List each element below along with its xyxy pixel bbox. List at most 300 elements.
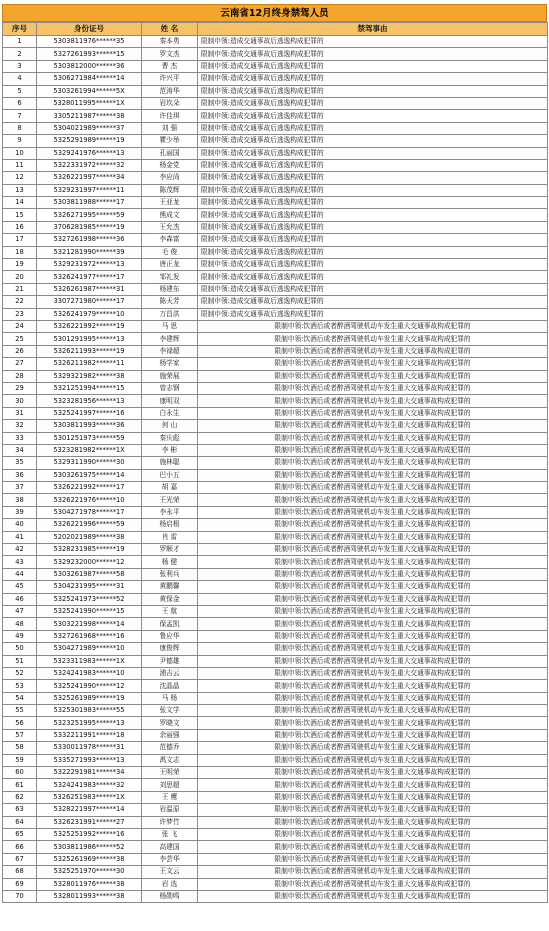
row-reason: 限制申领:饮酒后或者醉酒驾驶机动车发生重大交通事故构成犯罪的 <box>198 370 548 382</box>
row-id-number: 5325251970******30 <box>37 866 142 878</box>
row-index: 4 <box>3 73 37 85</box>
row-id-number: 5323311983******1X <box>37 655 142 667</box>
row-reason: 限制申领:饮酒后或者醉酒驾驶机动车发生重大交通事故构成犯罪的 <box>198 866 548 878</box>
row-id-number: 5323281982******1X <box>37 444 142 456</box>
row-index: 59 <box>3 754 37 766</box>
row-name: 王 航 <box>142 605 198 617</box>
row-index: 10 <box>3 147 37 159</box>
table-row <box>3 841 548 853</box>
table-row <box>3 432 548 444</box>
row-name: 杨学家 <box>142 358 198 370</box>
row-reason: 限制申领:饮酒后或者醉酒驾驶机动车发生重大交通事故构成犯罪的 <box>198 754 548 766</box>
row-name: 施荣展 <box>142 370 198 382</box>
row-id-number: 5325261989******19 <box>37 692 142 704</box>
row-index: 7 <box>3 110 37 122</box>
row-name: 岩 选 <box>142 878 198 890</box>
row-name: 王 鹰 <box>142 791 198 803</box>
row-name: 鲁应华 <box>142 630 198 642</box>
row-id-number: 5303221998******14 <box>37 618 142 630</box>
row-reason: 限制申领:饮酒后或者醉酒驾驶机动车发生重大交通事故构成犯罪的 <box>198 581 548 593</box>
row-reason: 限制申领:饮酒后或者醉酒驾驶机动车发生重大交通事故构成犯罪的 <box>198 444 548 456</box>
table-row <box>3 370 548 382</box>
row-index: 61 <box>3 779 37 791</box>
row-id-number: 5303812000******36 <box>37 60 142 72</box>
row-index: 15 <box>3 209 37 221</box>
table-row <box>3 48 548 60</box>
table-row <box>3 878 548 890</box>
table-row <box>3 729 548 741</box>
row-name: 黄鹏馨 <box>142 581 198 593</box>
row-index: 70 <box>3 890 37 902</box>
row-reason: 限制申领:饮酒后或者醉酒驾驶机动车发生重大交通事故构成犯罪的 <box>198 630 548 642</box>
row-index: 69 <box>3 878 37 890</box>
row-reason: 限制申领:饮酒后或者醉酒驾驶机动车发生重大交通事故构成犯罪的 <box>198 345 548 357</box>
row-reason: 限制申领:饮酒后或者醉酒驾驶机动车发生重大交通事故构成犯罪的 <box>198 358 548 370</box>
row-reason: 限制申领:饮酒后或者醉酒驾驶机动车发生重大交通事故构成犯罪的 <box>198 593 548 605</box>
row-index: 1 <box>3 36 37 48</box>
row-index: 37 <box>3 482 37 494</box>
row-name: 保孟凯 <box>142 618 198 630</box>
row-name: 岩坎朵 <box>142 97 198 109</box>
row-name: 张文学 <box>142 705 198 717</box>
row-name: 白永生 <box>142 407 198 419</box>
row-index: 20 <box>3 271 37 283</box>
row-reason: 限制申领:饮酒后或者醉酒驾驶机动车发生重大交通事故构成犯罪的 <box>198 382 548 394</box>
row-name: 杨启根 <box>142 519 198 531</box>
row-name: 李芸华 <box>142 853 198 865</box>
row-reason: 限制申领:饮酒后或者醉酒驾驶机动车发生重大交通事故构成犯罪的 <box>198 544 548 556</box>
table-row <box>3 184 548 196</box>
row-reason: 限制申领:造成交通事故后逃逸构成犯罪的 <box>198 259 548 271</box>
table-row <box>3 754 548 766</box>
row-reason: 限制申领:饮酒后或者醉酒驾驶机动车发生重大交通事故构成犯罪的 <box>198 742 548 754</box>
row-name: 王亚龙 <box>142 197 198 209</box>
row-id-number: 5324241983******10 <box>37 667 142 679</box>
row-name: 曹 杰 <box>142 60 198 72</box>
row-id-number: 5326231991******27 <box>37 816 142 828</box>
row-index: 17 <box>3 234 37 246</box>
row-reason: 限制申领:饮酒后或者醉酒驾驶机动车发生重大交通事故构成犯罪的 <box>198 816 548 828</box>
row-id-number: 5202021989******38 <box>37 531 142 543</box>
row-index: 22 <box>3 296 37 308</box>
row-reason: 限制申领:造成交通事故后逃逸构成犯罪的 <box>198 209 548 221</box>
row-reason: 限制申领:饮酒后或者醉酒驾驶机动车发生重大交通事故构成犯罪的 <box>198 791 548 803</box>
row-index: 36 <box>3 469 37 481</box>
row-reason: 限制申领:饮酒后或者醉酒驾驶机动车发生重大交通事故构成犯罪的 <box>198 333 548 345</box>
row-id-number: 5301291995******13 <box>37 333 142 345</box>
row-index: 35 <box>3 457 37 469</box>
row-index: 39 <box>3 506 37 518</box>
row-id-number: 5332211991******18 <box>37 729 142 741</box>
row-reason: 限制申领:饮酒后或者醉酒驾驶机动车发生重大交通事故构成犯罪的 <box>198 667 548 679</box>
table-row <box>3 717 548 729</box>
row-reason: 限制申领:饮酒后或者醉酒驾驶机动车发生重大交通事故构成犯罪的 <box>198 556 548 568</box>
row-reason: 限制申领:造成交通事故后逃逸构成犯罪的 <box>198 172 548 184</box>
row-id-number: 5326211982******11 <box>37 358 142 370</box>
row-index: 45 <box>3 581 37 593</box>
row-id-number: 5323281956******13 <box>37 395 142 407</box>
table-row <box>3 172 548 184</box>
row-id-number: 5306271984******14 <box>37 73 142 85</box>
row-reason: 限制申领:饮酒后或者醉酒驾驶机动车发生重大交通事故构成犯罪的 <box>198 655 548 667</box>
ban-list-table <box>2 22 548 903</box>
row-index: 47 <box>3 605 37 617</box>
row-reason: 限制申领:饮酒后或者醉酒驾驶机动车发生重大交通事故构成犯罪的 <box>198 729 548 741</box>
row-name: 罗晓文 <box>142 717 198 729</box>
row-reason: 限制申领:造成交通事故后逃逸构成犯罪的 <box>198 308 548 320</box>
row-name: 罗顺才 <box>142 544 198 556</box>
table-row <box>3 333 548 345</box>
row-reason: 限制申领:造成交通事故后逃逸构成犯罪的 <box>198 184 548 196</box>
row-id-number: 5327261998******36 <box>37 234 142 246</box>
row-index: 62 <box>3 791 37 803</box>
table-body <box>3 36 548 903</box>
row-id-number: 5325241990******12 <box>37 680 142 692</box>
row-id-number: 5325241973******52 <box>37 593 142 605</box>
row-id-number: 5325301983******55 <box>37 705 142 717</box>
spreadsheet <box>2 4 547 903</box>
row-id-number: 5325241997******16 <box>37 407 142 419</box>
row-reason: 限制申领:饮酒后或者醉酒驾驶机动车发生重大交通事故构成犯罪的 <box>198 457 548 469</box>
row-index: 44 <box>3 568 37 580</box>
table-row <box>3 643 548 655</box>
row-id-number: 5304231995******31 <box>37 581 142 593</box>
row-id-number: 5323251995******13 <box>37 717 142 729</box>
table-row <box>3 271 548 283</box>
table-row <box>3 791 548 803</box>
table-row <box>3 246 548 258</box>
row-index: 40 <box>3 519 37 531</box>
table-row <box>3 494 548 506</box>
row-index: 11 <box>3 159 37 171</box>
row-index: 19 <box>3 259 37 271</box>
row-name: 杨 健 <box>142 556 198 568</box>
row-index: 66 <box>3 841 37 853</box>
row-index: 30 <box>3 395 37 407</box>
row-id-number: 5303811988******17 <box>37 197 142 209</box>
table-row <box>3 890 548 902</box>
row-id-number: 5328011993******38 <box>37 890 142 902</box>
table-row <box>3 320 548 332</box>
row-name: 王允杰 <box>142 221 198 233</box>
table-row <box>3 804 548 816</box>
row-name: 李永平 <box>142 506 198 518</box>
row-reason: 限制申领:饮酒后或者醉酒驾驶机动车发生重大交通事故构成犯罪的 <box>198 482 548 494</box>
row-id-number: 5329232000******12 <box>37 556 142 568</box>
row-name: 李禄超 <box>142 345 198 357</box>
row-id-number: 5322331972******32 <box>37 159 142 171</box>
row-id-number: 5335271993******13 <box>37 754 142 766</box>
row-name: 秦本勇 <box>142 36 198 48</box>
table-row <box>3 147 548 159</box>
row-reason: 限制申领:饮酒后或者醉酒驾驶机动车发生重大交通事故构成犯罪的 <box>198 829 548 841</box>
row-name: 杨勋鸣 <box>142 890 198 902</box>
row-id-number: 5303811993******36 <box>37 420 142 432</box>
row-id-number: 5325241990******15 <box>37 605 142 617</box>
row-index: 33 <box>3 432 37 444</box>
row-reason: 限制申领:造成交通事故后逃逸构成犯罪的 <box>198 48 548 60</box>
row-name: 施林聪 <box>142 457 198 469</box>
row-index: 6 <box>3 97 37 109</box>
row-id-number: 5321251994******15 <box>37 382 142 394</box>
row-reason: 限制申领:饮酒后或者醉酒驾驶机动车发生重大交通事故构成犯罪的 <box>198 506 548 518</box>
row-id-number: 5326241979******10 <box>37 308 142 320</box>
table-row <box>3 742 548 754</box>
row-id-number: 5327261968******16 <box>37 630 142 642</box>
row-reason: 限制申领:饮酒后或者醉酒驾驶机动车发生重大交通事故构成犯罪的 <box>198 618 548 630</box>
row-index: 50 <box>3 643 37 655</box>
row-name: 杨建东 <box>142 283 198 295</box>
row-index: 63 <box>3 804 37 816</box>
row-index: 46 <box>3 593 37 605</box>
row-reason: 限制申领:饮酒后或者醉酒驾驶机动车发生重大交通事故构成犯罪的 <box>198 853 548 865</box>
row-id-number: 5301251973******59 <box>37 432 142 444</box>
row-id-number: 5304271989******10 <box>37 643 142 655</box>
table-row <box>3 395 548 407</box>
table-row <box>3 60 548 72</box>
row-name: 范德乔 <box>142 742 198 754</box>
row-id-number: 5326221992******17 <box>37 482 142 494</box>
row-index: 57 <box>3 729 37 741</box>
row-name: 陈天芳 <box>142 296 198 308</box>
row-id-number: 5328011976******38 <box>37 878 142 890</box>
table-row <box>3 407 548 419</box>
row-index: 64 <box>3 816 37 828</box>
table-row <box>3 544 548 556</box>
row-id-number: 5325251992******16 <box>37 829 142 841</box>
table-row <box>3 283 548 295</box>
row-name: 邹礼发 <box>142 271 198 283</box>
row-index: 12 <box>3 172 37 184</box>
row-id-number: 5326221996******59 <box>37 519 142 531</box>
row-id-number: 5321281990******39 <box>37 246 142 258</box>
row-index: 18 <box>3 246 37 258</box>
table-row <box>3 420 548 432</box>
row-reason: 限制申领:造成交通事故后逃逸构成犯罪的 <box>198 271 548 283</box>
row-name: 刘思超 <box>142 779 198 791</box>
row-index: 24 <box>3 320 37 332</box>
row-id-number: 5303261994******5X <box>37 85 142 97</box>
table-row <box>3 667 548 679</box>
table-row <box>3 593 548 605</box>
row-reason: 限制申领:饮酒后或者醉酒驾驶机动车发生重大交通事故构成犯罪的 <box>198 519 548 531</box>
header-index: 序号 <box>3 23 37 36</box>
table-row <box>3 345 548 357</box>
row-id-number: 5325261969******38 <box>37 853 142 865</box>
row-index: 65 <box>3 829 37 841</box>
table-row <box>3 85 548 97</box>
row-id-number: 5329241976******13 <box>37 147 142 159</box>
header-name: 姓 名 <box>142 23 198 36</box>
row-reason: 限制申领:造成交通事故后逃逸构成犯罪的 <box>198 135 548 147</box>
row-reason: 限制申领:造成交通事故后逃逸构成犯罪的 <box>198 36 548 48</box>
row-id-number: 5322291981******34 <box>37 767 142 779</box>
row-id-number: 5328231985******19 <box>37 544 142 556</box>
row-id-number: 5304271978******17 <box>37 506 142 518</box>
row-name: 马 杨 <box>142 692 198 704</box>
table-row <box>3 779 548 791</box>
row-name: 胡 嘉 <box>142 482 198 494</box>
row-index: 51 <box>3 655 37 667</box>
row-reason: 限制申领:饮酒后或者醉酒驾驶机动车发生重大交通事故构成犯罪的 <box>198 767 548 779</box>
row-name: 高建国 <box>142 841 198 853</box>
table-row <box>3 97 548 109</box>
row-index: 48 <box>3 618 37 630</box>
row-id-number: 3706281985******19 <box>37 221 142 233</box>
row-name: 尹德雄 <box>142 655 198 667</box>
table-row <box>3 197 548 209</box>
row-name: 王光荣 <box>142 494 198 506</box>
row-reason: 限制申领:造成交通事故后逃逸构成犯罪的 <box>198 197 548 209</box>
row-reason: 限制申领:饮酒后或者醉酒驾驶机动车发生重大交通事故构成犯罪的 <box>198 432 548 444</box>
row-name: 李建辉 <box>142 333 198 345</box>
row-reason: 限制申领:造成交通事故后逃逸构成犯罪的 <box>198 97 548 109</box>
row-name: 瞿少举 <box>142 135 198 147</box>
row-name: 沈晶晶 <box>142 680 198 692</box>
row-index: 41 <box>3 531 37 543</box>
row-name: 王文云 <box>142 866 198 878</box>
row-name: 余丽强 <box>142 729 198 741</box>
row-id-number: 5328011995******1X <box>37 97 142 109</box>
row-id-number: 5324241983******32 <box>37 779 142 791</box>
row-index: 54 <box>3 692 37 704</box>
table-row <box>3 680 548 692</box>
row-name: 禹文志 <box>142 754 198 766</box>
table-row <box>3 159 548 171</box>
row-index: 32 <box>3 420 37 432</box>
row-reason: 限制申领:饮酒后或者醉酒驾驶机动车发生重大交通事故构成犯罪的 <box>198 680 548 692</box>
row-reason: 限制申领:造成交通事故后逃逸构成犯罪的 <box>198 85 548 97</box>
row-index: 26 <box>3 345 37 357</box>
row-reason: 限制申领:饮酒后或者醉酒驾驶机动车发生重大交通事故构成犯罪的 <box>198 890 548 902</box>
row-reason: 限制申领:饮酒后或者醉酒驾驶机动车发生重大交通事故构成犯罪的 <box>198 605 548 617</box>
sheet-title: 云南省12月终身禁驾人员 <box>2 4 547 22</box>
row-reason: 限制申领:造成交通事故后逃逸构成犯罪的 <box>198 122 548 134</box>
row-index: 31 <box>3 407 37 419</box>
row-id-number: 5327261993******15 <box>37 48 142 60</box>
table-row <box>3 692 548 704</box>
row-name: 李应尚 <box>142 172 198 184</box>
row-name: 许兴平 <box>142 73 198 85</box>
row-name: 李 彬 <box>142 444 198 456</box>
row-name: 毛 俊 <box>142 246 198 258</box>
row-index: 25 <box>3 333 37 345</box>
row-id-number: 5326221997******34 <box>37 172 142 184</box>
row-id-number: 3307271980******17 <box>37 296 142 308</box>
row-index: 58 <box>3 742 37 754</box>
row-name: 罗文杰 <box>142 48 198 60</box>
row-index: 2 <box>3 48 37 60</box>
table-row <box>3 382 548 394</box>
row-reason: 限制申领:饮酒后或者醉酒驾驶机动车发生重大交通事故构成犯罪的 <box>198 804 548 816</box>
table-row <box>3 705 548 717</box>
row-id-number: 5326251983******1X <box>37 791 142 803</box>
row-id-number: 5304021989******37 <box>37 122 142 134</box>
row-index: 16 <box>3 221 37 233</box>
row-index: 43 <box>3 556 37 568</box>
row-reason: 限制申领:造成交通事故后逃逸构成犯罪的 <box>198 234 548 246</box>
row-reason: 限制申领:饮酒后或者醉酒驾驶机动车发生重大交通事故构成犯罪的 <box>198 407 548 419</box>
row-name: 杨金党 <box>142 159 198 171</box>
row-index: 3 <box>3 60 37 72</box>
table-row <box>3 853 548 865</box>
table-row <box>3 506 548 518</box>
row-reason: 限制申领:饮酒后或者醉酒驾驶机动车发生重大交通事故构成犯罪的 <box>198 705 548 717</box>
row-name: 康明双 <box>142 395 198 407</box>
row-reason: 限制申领:饮酒后或者醉酒驾驶机动车发生重大交通事故构成犯罪的 <box>198 420 548 432</box>
table-row <box>3 308 548 320</box>
row-index: 67 <box>3 853 37 865</box>
row-reason: 限制申领:饮酒后或者醉酒驾驶机动车发生重大交通事故构成犯罪的 <box>198 395 548 407</box>
table-row <box>3 767 548 779</box>
row-name: 黄保金 <box>142 593 198 605</box>
table-row <box>3 866 548 878</box>
row-name: 许佳琪 <box>142 110 198 122</box>
row-id-number: 5303261987******58 <box>37 568 142 580</box>
header-reason: 禁驾事由 <box>198 23 548 36</box>
row-name: 曾志钢 <box>142 382 198 394</box>
row-reason: 限制申领:饮酒后或者醉酒驾驶机动车发生重大交通事故构成犯罪的 <box>198 717 548 729</box>
row-reason: 限制申领:造成交通事故后逃逸构成犯罪的 <box>198 110 548 122</box>
row-index: 9 <box>3 135 37 147</box>
header-id-number: 身份证号 <box>37 23 142 36</box>
row-name: 刘 强 <box>142 122 198 134</box>
row-index: 13 <box>3 184 37 196</box>
table-row <box>3 618 548 630</box>
row-reason: 限制申领:饮酒后或者醉酒驾驶机动车发生重大交通事故构成犯罪的 <box>198 568 548 580</box>
row-reason: 限制申领:造成交通事故后逃逸构成犯罪的 <box>198 246 548 258</box>
table-row <box>3 135 548 147</box>
row-name: 康俊辉 <box>142 643 198 655</box>
row-name: 陈茂辉 <box>142 184 198 196</box>
table-row <box>3 655 548 667</box>
row-reason: 限制申领:饮酒后或者醉酒驾驶机动车发生重大交通事故构成犯罪的 <box>198 531 548 543</box>
table-row <box>3 444 548 456</box>
row-name: 孔丽国 <box>142 147 198 159</box>
row-index: 23 <box>3 308 37 320</box>
row-id-number: 5326261987******31 <box>37 283 142 295</box>
row-index: 52 <box>3 667 37 679</box>
table-row <box>3 259 548 271</box>
row-index: 34 <box>3 444 37 456</box>
row-reason: 限制申领:造成交通事故后逃逸构成犯罪的 <box>198 159 548 171</box>
table-row <box>3 110 548 122</box>
row-index: 42 <box>3 544 37 556</box>
row-index: 55 <box>3 705 37 717</box>
row-index: 60 <box>3 767 37 779</box>
row-reason: 限制申领:造成交通事故后逃逸构成犯罪的 <box>198 73 548 85</box>
table-row <box>3 829 548 841</box>
row-index: 21 <box>3 283 37 295</box>
row-reason: 限制申领:饮酒后或者醉酒驾驶机动车发生重大交通事故构成犯罪的 <box>198 878 548 890</box>
row-index: 27 <box>3 358 37 370</box>
row-index: 5 <box>3 85 37 97</box>
table-row <box>3 73 548 85</box>
row-index: 29 <box>3 382 37 394</box>
row-index: 53 <box>3 680 37 692</box>
row-reason: 限制申领:造成交通事故后逃逸构成犯罪的 <box>198 221 548 233</box>
row-name: 浦吉云 <box>142 667 198 679</box>
row-id-number: 5325291989******19 <box>37 135 142 147</box>
row-id-number: 5329321982******38 <box>37 370 142 382</box>
row-index: 14 <box>3 197 37 209</box>
table-row <box>3 605 548 617</box>
row-reason: 限制申领:饮酒后或者醉酒驾驶机动车发生重大交通事故构成犯罪的 <box>198 320 548 332</box>
row-id-number: 5303811976******35 <box>37 36 142 48</box>
row-id-number: 5326271995******59 <box>37 209 142 221</box>
row-name: 张 飞 <box>142 829 198 841</box>
row-index: 49 <box>3 630 37 642</box>
